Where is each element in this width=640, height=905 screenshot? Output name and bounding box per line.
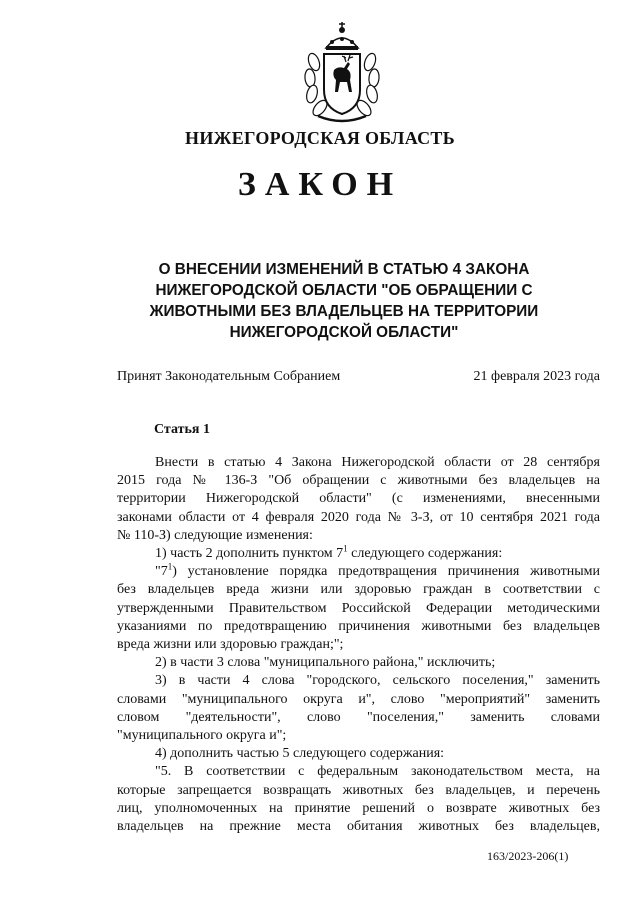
law-title <box>118 259 570 343</box>
body-line: словом "деятельности", слово "поселения," заменить словами <box>117 709 600 725</box>
item-1-text-end: следующего содержания: <box>347 546 503 562</box>
item-4: 4) дополнить частью 5 следующего содержания: <box>155 746 445 762</box>
body-line: "5. В соответствии с федеральным законодательством места, на <box>155 764 600 780</box>
body-line: Внести в статью 4 Закона Нижегородской области от 28 сентября <box>155 455 600 470</box>
body-line: 2015 года № 136-З "Об обращении с животными без владельцев на <box>117 473 600 489</box>
body-line: территории Нижегородской области" (с изменениями, внесенными <box>117 491 600 507</box>
document-type: ЗАКОН <box>237 166 403 203</box>
body-line: 3) в части 4 слова "городского, сельского поселения," заменить <box>155 673 600 689</box>
body-line: утвержденными Правительством Российской Федерации методическими <box>117 600 600 616</box>
body-line: лиц, уполномоченных на принятие решений о возврате животных без <box>117 800 600 816</box>
body-line: которые запрещается возвращать животных без владельцев, и перечень <box>117 782 600 798</box>
superscript: 1 <box>167 561 173 572</box>
article-heading: Статья 1 <box>154 422 210 437</box>
adoption-line <box>117 369 600 385</box>
body-line: словами "муниципального округа и", слово "мероприятий" заменить <box>117 691 600 707</box>
body-line: владельцев на прежние места обитания животных без владельцев, <box>117 819 600 835</box>
body-line: "муниципального округа и"; <box>117 728 287 744</box>
law-title-line: О ВНЕСЕНИИ ИЗМЕНЕНИЙ В СТАТЬЮ 4 ЗАКОНА <box>158 261 530 278</box>
superscript: 1 <box>343 543 348 554</box>
quote-text-end: ) установление порядка предотвращения причинения животными <box>172 564 600 580</box>
law-title-line: ЖИВОТНЫМИ БЕЗ ВЛАДЕЛЬЦЕВ НА ТЕРРИТОРИИ <box>149 303 539 320</box>
law-title-line: НИЖЕГОРОДСКОЙ ОБЛАСТИ" <box>229 324 459 341</box>
item-1-text: 1) часть 2 дополнить пунктом 7 <box>155 546 344 562</box>
adoption-label: Принят Законодательным Собранием <box>117 369 341 384</box>
region-name: НИЖЕГОРОДСКАЯ ОБЛАСТЬ <box>185 128 455 148</box>
item-1-quote-first-line <box>117 563 600 581</box>
quote-text: "7 <box>155 564 168 580</box>
item-1 <box>117 545 600 563</box>
coat-of-arms-emblem <box>300 18 384 128</box>
law-title-line: НИЖЕГОРОДСКОЙ ОБЛАСТИ "ОБ ОБРАЩЕНИИ С <box>155 282 533 299</box>
adoption-date: 21 февраля 2023 года <box>473 369 600 384</box>
article-body <box>117 454 600 836</box>
item-2: 2) в части 3 слова "муниципального района," исключить; <box>155 655 496 671</box>
body-line: без владельцев вреда жизни или здоровью граждан в соответствии с <box>117 582 600 598</box>
body-line: вреда жизни или здоровью граждан;"; <box>117 637 344 653</box>
body-line: № 110-З) следующие изменения: <box>117 527 313 543</box>
document-number: 163/2023-206(1) <box>487 849 569 863</box>
body-line: законами области от 4 февраля 2020 года № 3-З, от 10 сентября 2021 года <box>117 509 600 525</box>
body-line: указаниями по предотвращению причинения животными без владельцев <box>117 618 600 634</box>
